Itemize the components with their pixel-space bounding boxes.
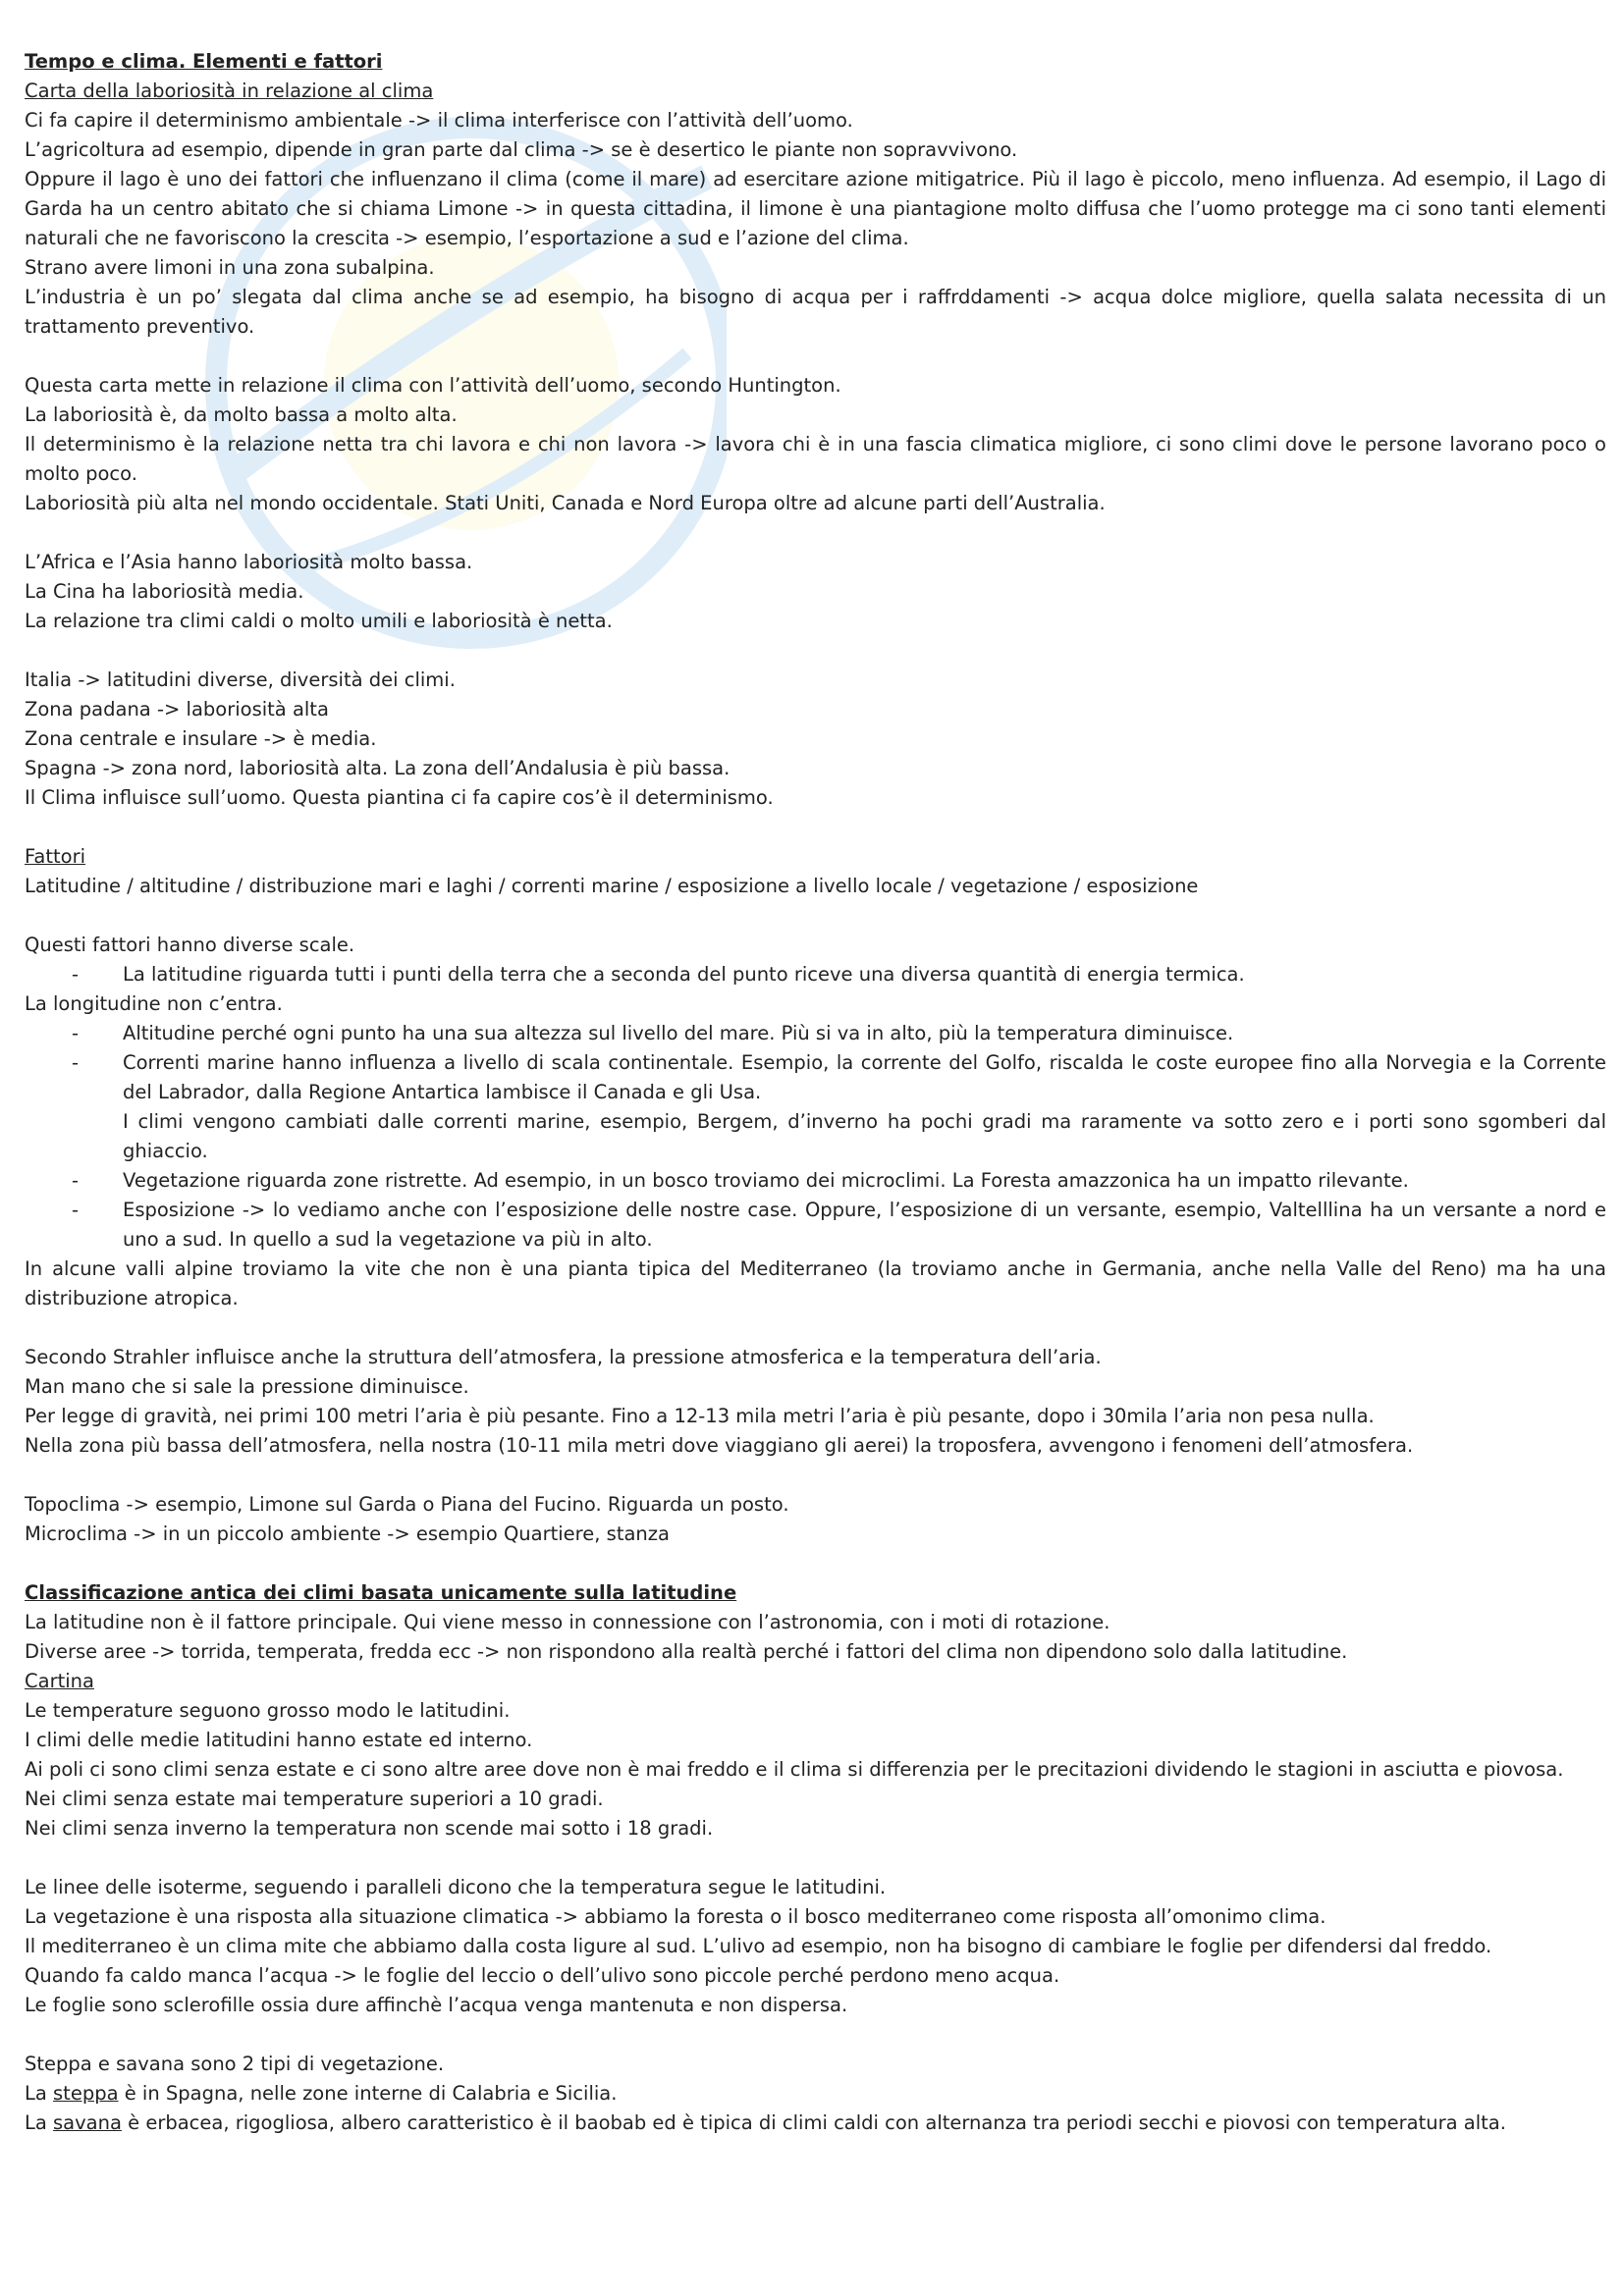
heading-fattori: Fattori: [25, 845, 86, 868]
paragraph: Nella zona più bassa dell’atmosfera, nella nostra (10-11 mila metri dove viaggiano gli aerei) la troposfera, avvengono i fenomeni dell’atmosfera.: [25, 1434, 1414, 1457]
paragraph: La laboriosità è, da molto bassa a molto alta.: [25, 403, 458, 426]
paragraph: Zona padana -> laboriosità alta: [25, 698, 329, 721]
paragraph-savana: [25, 2109, 1606, 2138]
spacer: [25, 636, 1606, 666]
paragraph: Questi fattori hanno diverse scale.: [25, 934, 355, 956]
paragraph: I climi delle medie latitudini hanno estate ed interno.: [25, 1729, 533, 1751]
paragraph: Diverse aree -> torrida, temperata, fredda ecc -> non rispondono alla realtà perché i fattori del clima non dipendono solo dalla latitudine.: [25, 1640, 1348, 1663]
paragraph: Il Clima influisce sull’uomo. Questa piantina ci fa capire cos’è il determinismo.: [25, 786, 774, 809]
spacer: [25, 1461, 1606, 1490]
paragraph: L’Africa e l’Asia hanno laboriosità molto bassa.: [25, 551, 473, 573]
spacer: [25, 1843, 1606, 1873]
list-item: - La latitudine riguarda tutti i punti della terra che a seconda del punto riceve una diversa quantità di energia termica.: [25, 960, 1606, 989]
spacer: [25, 1313, 1606, 1343]
paragraph: La latitudine non è il fattore principale. Qui viene messo in connessione con l’astronomia, con i moti di rotazione.: [25, 1611, 1110, 1633]
paragraph: L’agricoltura ad esempio, dipende in gran parte dal clima -> se è desertico le piante non sopravvivono.: [25, 138, 1018, 161]
term-steppa: steppa: [53, 2082, 119, 2105]
spacer: [25, 901, 1606, 931]
paragraph: Steppa e savana sono 2 tipi di vegetazione.: [25, 2053, 445, 2075]
paragraph: Quando fa caldo manca l’acqua -> le foglie del leccio o dell’ulivo sono piccole perché perdono meno acqua.: [25, 1964, 1060, 1987]
paragraph: Nei climi senza inverno la temperatura non scende mai sotto i 18 gradi.: [25, 1817, 714, 1840]
paragraph: Zona centrale e insulare -> è media.: [25, 727, 377, 750]
fattori-bullet-list-3: [25, 1166, 1606, 1255]
paragraph: Questa carta mette in relazione il clima con l’attività dell’uomo, secondo Huntington.: [25, 374, 841, 397]
paragraph: Il determinismo è la relazione netta tra chi lavora e chi non lavora -> lavora chi è in una fascia climatica migliore, ci sono climi dove le persone lavorano poco o molto poco.: [25, 433, 1606, 485]
paragraph: L’industria è un po’ slegata dal clima anche se ad esempio, ha bisogno di acqua per i raffrddamenti -> acqua dolce migliore, quella salata necessita di un trattamento preventivo.: [25, 286, 1606, 338]
spacer: [25, 518, 1606, 548]
paragraph: Le temperature seguono grosso modo le latitudini.: [25, 1699, 511, 1722]
paragraph: Secondo Strahler influisce anche la struttura dell’atmosfera, la pressione atmosferica e la temperatura dell’aria.: [25, 1346, 1102, 1368]
text-fragment: La: [25, 2082, 54, 2105]
paragraph: La Cina ha laboriosità media.: [25, 580, 304, 603]
paragraph: Topoclima -> esempio, Limone sul Garda o Piana del Fucino. Riguarda un posto.: [25, 1493, 789, 1516]
spacer: [25, 1549, 1606, 1578]
paragraph: Spagna -> zona nord, laboriosità alta. La zona dell’Andalusia è più bassa.: [25, 757, 730, 779]
paragraph-steppa: [25, 2079, 1606, 2109]
list-item: - Correnti marine hanno influenza a livello di scala continentale. Esempio, la corrente del Golfo, riscalda le coste europee fino alla Norvegia e la Corrente del Labrador, dalla Regione Antartica lambisce il Canada e gli Usa.: [25, 1048, 1606, 1107]
paragraph: Strano avere limoni in una zona subalpina.: [25, 256, 435, 279]
paragraph: Le foglie sono sclerofille ossia dure affinchè l’acqua venga mantenuta e non dispersa.: [25, 1994, 848, 2016]
list-item: - Vegetazione riguarda zone ristrette. Ad esempio, in un bosco troviamo dei microclimi. La Foresta amazzonica ha un impatto rilevante.: [25, 1166, 1606, 1196]
spacer: [25, 342, 1606, 371]
list-item: - Esposizione -> lo vediamo anche con l’esposizione delle nostre case. Oppure, l’esposizione di un versante, esempio, Valtelllina ha un versante a nord e uno a sud. In quello a sud la vegetazione va più in alto.: [25, 1196, 1606, 1255]
paragraph: Microclima -> in un piccolo ambiente -> esempio Quartiere, stanza: [25, 1522, 670, 1545]
term-savana: savana: [53, 2111, 122, 2134]
paragraph: Ci fa capire il determinismo ambientale -> il clima interferisce con l’attività dell’uomo.: [25, 109, 853, 132]
section-title-classificazione: Classificazione antica dei climi basata unicamente sulla latitudine: [25, 1581, 737, 1604]
list-item-continuation: I climi vengono cambiati dalle correnti marine, esempio, Bergem, d’inverno ha pochi gradi ma raramente va sotto zero e i porti sono sgomberi dal ghiaccio.: [123, 1110, 1606, 1162]
text-fragment: La: [25, 2111, 54, 2134]
paragraph: Ai poli ci sono climi senza estate e ci sono altre aree dove non è mai freddo e il clima si differenzia per le precitazioni dividendo le stagioni in asciutta e piovosa.: [25, 1758, 1564, 1781]
paragraph: La relazione tra climi caldi o molto umili e laboriosità è netta.: [25, 610, 613, 632]
paragraph: Italia -> latitudini diverse, diversità dei climi.: [25, 668, 456, 691]
fattori-bullet-list-1: [25, 960, 1606, 989]
spacer: [25, 2020, 1606, 2050]
document-page: [25, 47, 1606, 2138]
subtitle-cartina: Cartina: [25, 1670, 94, 1692]
paragraph: In alcune valli alpine troviamo la vite che non è una pianta tipica del Mediterraneo (la troviamo anche in Germania, anche nella Valle del Reno) ma ha una distribuzione atropica.: [25, 1257, 1606, 1309]
paragraph: Le linee delle isoterme, seguendo i paralleli dicono che la temperatura segue le latitudini.: [25, 1876, 887, 1898]
text-fragment: è in Spagna, nelle zone interne di Calabria e Sicilia.: [118, 2082, 618, 2105]
paragraph: Il mediterraneo è un clima mite che abbiamo dalla costa ligure al sud. L’ulivo ad esempio, non ha bisogno di cambiare le foglie per difendersi dal freddo.: [25, 1935, 1492, 1957]
fattori-bullet-list-2: [25, 1019, 1606, 1107]
section-title-tempo-clima: Tempo e clima. Elementi e fattori: [25, 50, 383, 73]
spacer: [25, 813, 1606, 842]
list-item: - Altitudine perché ogni punto ha una sua altezza sul livello del mare. Più si va in alto, più la temperatura diminuisce.: [25, 1019, 1606, 1048]
paragraph: La vegetazione è una risposta alla situazione climatica -> abbiamo la foresta o il bosco mediterraneo come risposta all’omonimo clima.: [25, 1905, 1326, 1928]
paragraph: Man mano che si sale la pressione diminuisce.: [25, 1375, 469, 1398]
text-fragment: è erbacea, rigogliosa, albero caratteristico è il baobab ed è tipica di climi caldi con alternanza tra periodi secchi e piovosi con temperatura alta.: [121, 2111, 1506, 2134]
paragraph: Oppure il lago è uno dei fattori che influenzano il clima (come il mare) ad esercitare azione mitigatrice. Più il lago è piccolo, meno influenza. Ad esempio, il Lago di Garda ha un centro abitato che si chiama Limone -> in questa cittadina, il limone è una piantagione molto diffusa che l’uomo protegge ma ci sono tanti elementi naturali che ne favoriscono la crescita -> esempio, l’esportazione a sud e l’azione del clima.: [25, 168, 1606, 249]
fattori-list-line: Latitudine / altitudine / distribuzione mari e laghi / correnti marine / esposizione a livello locale / vegetazione / esposizione: [25, 875, 1199, 897]
paragraph: Nei climi senza estate mai temperature superiori a 10 gradi.: [25, 1788, 604, 1810]
paragraph: Laboriosità più alta nel mondo occidentale. Stati Uniti, Canada e Nord Europa oltre ad alcune parti dell’Australia.: [25, 492, 1106, 514]
paragraph: La longitudine non c’entra.: [25, 992, 283, 1015]
subtitle-carta-laboriosita: Carta della laboriosità in relazione al clima: [25, 80, 434, 102]
paragraph: Per legge di gravità, nei primi 100 metri l’aria è più pesante. Fino a 12-13 mila metri l’aria è più pesante, dopo i 30mila l’aria non pesa nulla.: [25, 1405, 1375, 1427]
